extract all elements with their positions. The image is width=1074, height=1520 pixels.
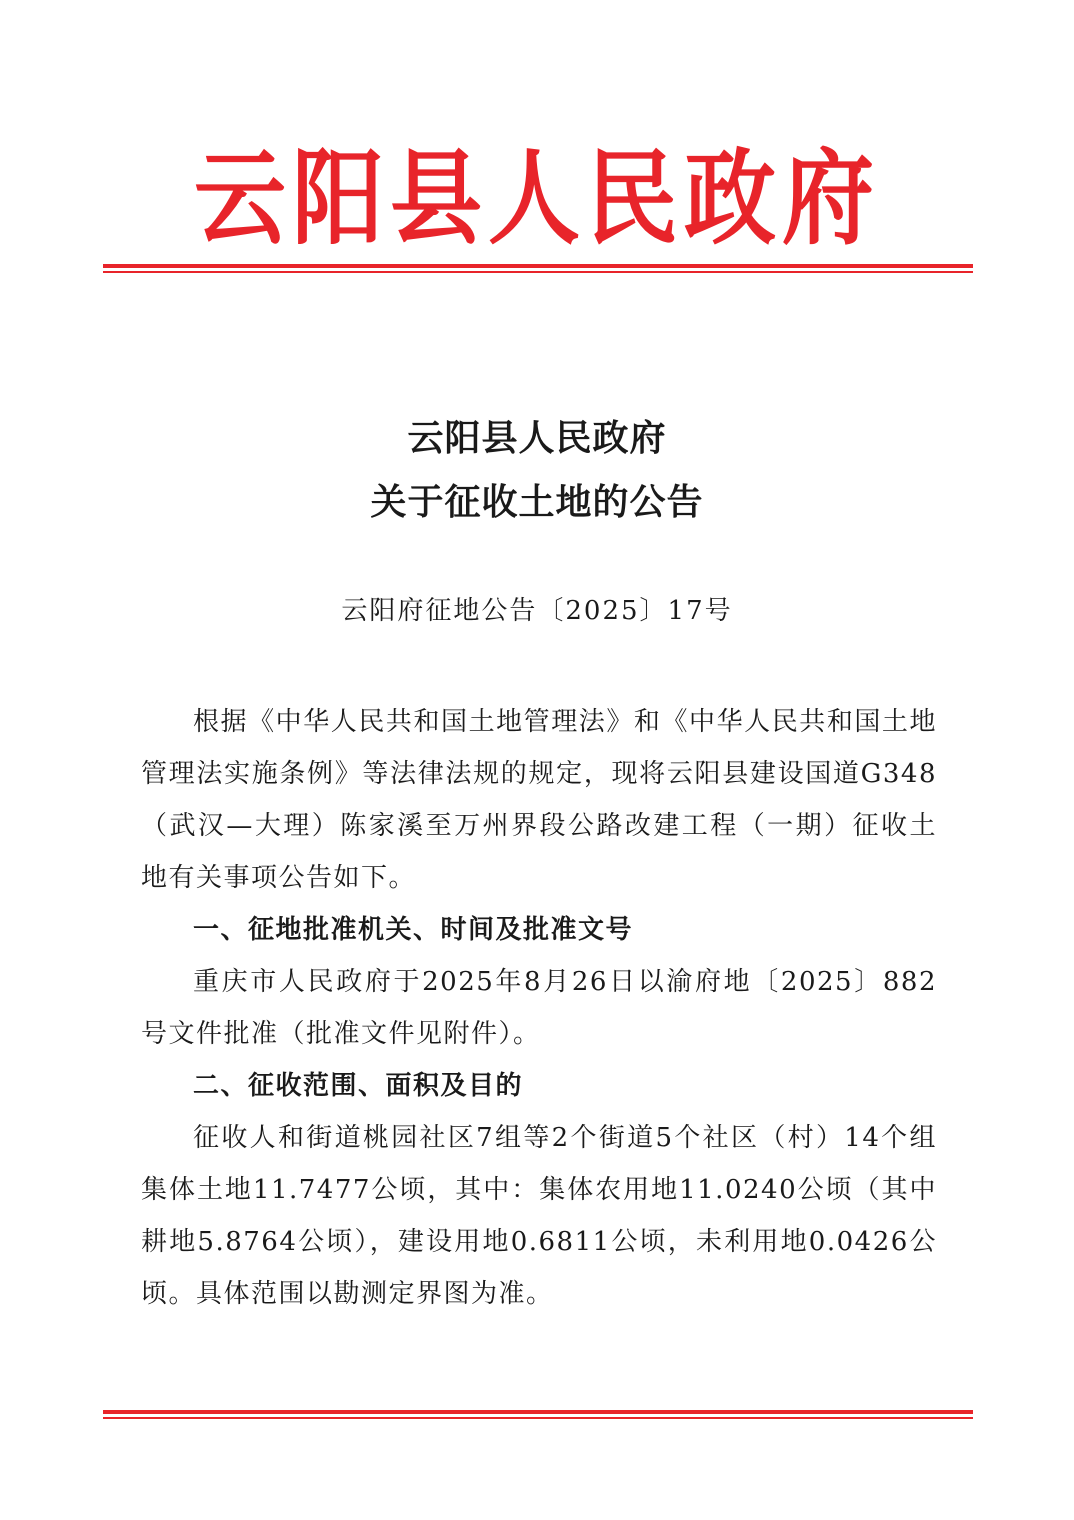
divider-thick-line <box>103 1410 973 1414</box>
section2-heading: 二、征收范围、面积及目的 <box>193 1071 524 1101</box>
notice-title-line1: 云阳县人民政府 <box>407 417 667 459</box>
divider-thick-line <box>103 264 973 268</box>
divider-thin-line <box>103 271 973 273</box>
section1-heading: 一、征地批准机关、时间及批准文号 <box>193 915 634 945</box>
notice-body <box>141 696 937 1320</box>
intro-paragraph: 根据《中华人民共和国土地管理法》和《中华人民共和国土地管理法实施条例》等法律法规的规定，现将云阳县建设国道G348（武汉—大理）陈家溪至万州界段公路改建工程（一期）征收土地有关事项公告如下。 <box>141 707 937 893</box>
divider-thin-line <box>103 1417 973 1419</box>
notice-title-line2: 关于征收土地的公告 <box>370 481 704 523</box>
footer-divider <box>103 1410 973 1419</box>
masthead-divider <box>103 264 973 273</box>
section2-paragraph: 征收人和街道桃园社区7组等2个街道5个社区（村）14个组集体土地11.7477公顷，其中：集体农用地11.0240公顷（其中耕地5.8764公顷），建设用地0.6811公顷，未利用地0.0426公顷。具体范围以勘测定界图为准。 <box>141 1123 937 1309</box>
document-number: 云阳府征地公告〔2025〕17号 <box>341 596 733 626</box>
section1-paragraph: 重庆市人民政府于2025年8月26日以渝府地〔2025〕882号文件批准（批准文件见附件）。 <box>141 967 937 1049</box>
masthead-title: 云阳县人民政府 <box>193 137 880 259</box>
